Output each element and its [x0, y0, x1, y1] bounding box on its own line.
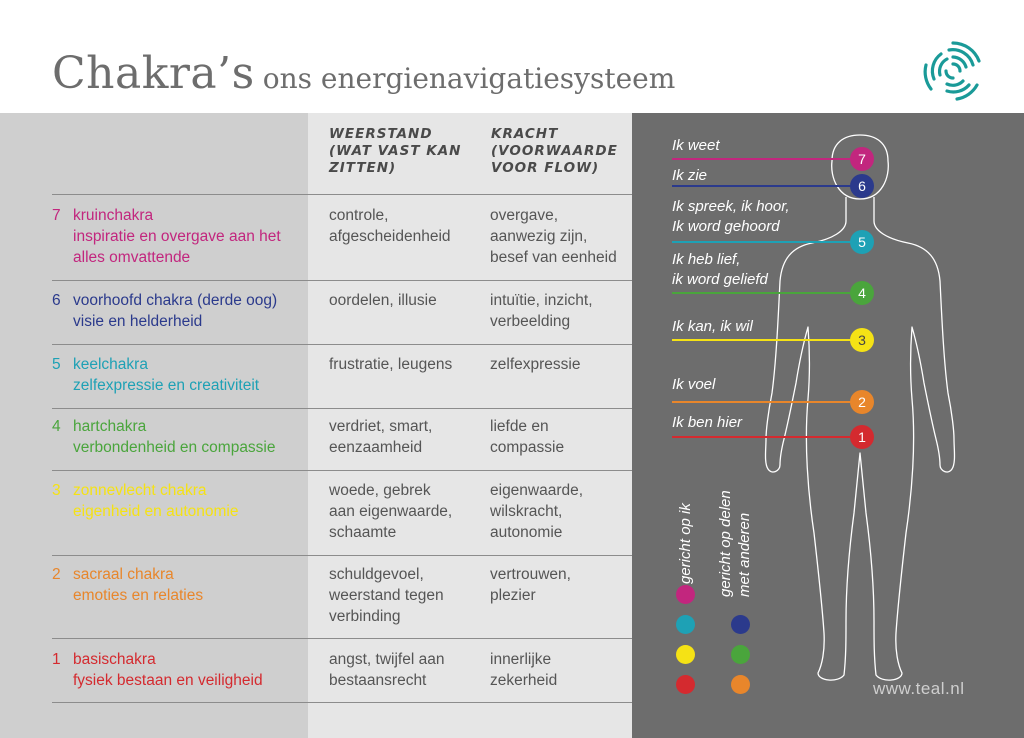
legend-others-label-line: gericht op delen — [717, 490, 734, 597]
kracht-line: zekerheid — [490, 672, 558, 689]
affirmation-line: Ik heb lief, — [672, 251, 741, 268]
kracht-line: compassie — [490, 439, 565, 456]
affirmation-label — [672, 166, 707, 186]
weerstand-line: eenzaamheid — [329, 439, 423, 456]
kracht-line: zelfexpressie — [490, 356, 581, 373]
legend-dot-others — [731, 645, 750, 664]
weerstand-line: bestaansrecht — [329, 672, 427, 689]
chakra-text — [73, 480, 302, 522]
chakra-text — [73, 354, 302, 396]
chakra-description: verbondenheid en compassie — [73, 439, 276, 456]
chakra-marker: 2 — [850, 390, 874, 414]
row-divider — [52, 194, 632, 195]
chakra-text — [73, 416, 302, 458]
header-weerstand-line: WEERSTAND — [329, 126, 433, 142]
affirmation-line: Ik zie — [672, 167, 708, 184]
chakra-line — [672, 185, 862, 187]
chakra-name-cell — [52, 649, 302, 691]
chakra-text — [73, 649, 302, 691]
chakra-marker: 4 — [850, 281, 874, 305]
chakra-name: keelchakra — [73, 356, 148, 373]
header-kracht-line: VOOR FLOW) — [491, 160, 600, 176]
header-kracht-line: (VOORWAARDE — [491, 143, 618, 159]
chakra-line — [672, 241, 862, 243]
legend-dot-self — [676, 675, 695, 694]
affirmation-label — [672, 250, 768, 290]
chakra-name-cell — [52, 564, 302, 606]
kracht-cell — [490, 416, 630, 458]
weerstand-cell — [329, 649, 489, 691]
kracht-line: aanwezig zijn, — [490, 228, 588, 245]
affirmation-line: Ik spreek, ik hoor, — [672, 198, 790, 215]
header-weerstand-line: (WAT VAST KAN — [329, 143, 462, 159]
chakra-description: visie en helderheid — [73, 313, 203, 330]
chakra-number: 4 — [52, 418, 61, 435]
chakra-number: 1 — [52, 651, 61, 668]
weerstand-cell — [329, 564, 489, 627]
chakra-line — [672, 158, 862, 160]
weerstand-line: aan eigenwaarde, — [329, 503, 453, 520]
chakra-marker: 7 — [850, 147, 874, 171]
legend-dot-self — [676, 615, 695, 634]
weerstand-line: frustratie, leugens — [329, 356, 453, 373]
affirmation-label — [672, 136, 720, 156]
affirmation-label — [672, 375, 715, 395]
chakra-number: 6 — [52, 292, 61, 309]
row-divider — [52, 702, 632, 703]
kracht-line: vertrouwen, — [490, 566, 571, 583]
weerstand-cell — [329, 290, 489, 311]
kracht-line: wilskracht, — [490, 503, 563, 520]
kracht-line: intuïtie, inzicht, — [490, 292, 593, 309]
weerstand-line: afgescheidenheid — [329, 228, 451, 245]
legend-dot-self — [676, 645, 695, 664]
chakra-name: kruinchakra — [73, 207, 154, 224]
weerstand-line: oordelen, illusie — [329, 292, 437, 309]
weerstand-line: controle, — [329, 207, 389, 224]
row-divider — [52, 638, 632, 639]
weerstand-line: verdriet, smart, — [329, 418, 433, 435]
kracht-line: plezier — [490, 587, 536, 604]
chakra-marker: 3 — [850, 328, 874, 352]
chakra-line — [672, 436, 862, 438]
chakra-description: fysiek bestaan en veiligheid — [73, 672, 263, 689]
website-url: www.teal.nl — [873, 679, 965, 698]
weerstand-cell — [329, 480, 489, 543]
legend-others-label-line: met anderen — [736, 512, 753, 597]
affirmation-label — [672, 197, 790, 237]
chakra-name-cell — [52, 354, 302, 396]
header-weerstand — [329, 126, 489, 177]
chakra-marker: 5 — [850, 230, 874, 254]
kracht-line: autonomie — [490, 524, 563, 541]
chakra-text — [73, 290, 302, 332]
chakra-name: voorhoofd chakra (derde oog) — [73, 292, 278, 309]
chakra-name: sacraal chakra — [73, 566, 174, 583]
chakra-number: 3 — [52, 482, 61, 499]
title-sub: ons energienavigatiesysteem — [262, 62, 676, 95]
chakra-name: zonnevlecht chakra — [73, 482, 207, 499]
affirmation-label — [672, 413, 742, 433]
weerstand-line: weerstand tegen — [329, 587, 444, 604]
row-divider — [52, 555, 632, 556]
affirmation-line: Ik kan, ik wil — [672, 318, 753, 335]
kracht-cell — [490, 354, 630, 375]
kracht-line: liefde en — [490, 418, 549, 435]
affirmation-label — [672, 317, 753, 337]
weerstand-cell — [329, 354, 489, 375]
kracht-cell — [490, 290, 630, 332]
weerstand-line: verbinding — [329, 608, 401, 625]
teal-logo — [920, 38, 986, 104]
chakra-text — [73, 564, 302, 606]
chakra-line — [672, 339, 862, 341]
row-divider — [52, 408, 632, 409]
kracht-line: verbeelding — [490, 313, 571, 330]
kracht-cell — [490, 649, 630, 691]
legend-dot-others — [731, 615, 750, 634]
chakra-number: 2 — [52, 566, 61, 583]
kracht-cell — [490, 480, 630, 543]
kracht-line: eigenwaarde, — [490, 482, 584, 499]
affirmation-line: Ik word gehoord — [672, 218, 780, 235]
chakra-marker: 1 — [850, 425, 874, 449]
chakra-marker: 6 — [850, 174, 874, 198]
affirmation-line: Ik ben hier — [672, 414, 743, 431]
chakra-name-cell — [52, 290, 302, 332]
chakra-description: zelfexpressie en creativiteit — [73, 377, 260, 394]
chakra-name: basischakra — [73, 651, 156, 668]
chakra-description: emoties en relaties — [73, 587, 204, 604]
weerstand-line: schaamte — [329, 524, 397, 541]
title-main: Chakra’s — [52, 48, 255, 99]
chakra-line — [672, 401, 862, 403]
legend-dot-self — [676, 585, 695, 604]
chakra-name-cell — [52, 480, 302, 522]
header-weerstand-line: ZITTEN) — [329, 160, 397, 176]
header-kracht-line: KRACHT — [491, 126, 559, 142]
chakra-description: alles omvattende — [73, 249, 191, 266]
weerstand-line: schuldgevoel, — [329, 566, 424, 583]
row-divider — [52, 280, 632, 281]
affirmation-line: Ik voel — [672, 376, 716, 393]
header-kracht — [491, 126, 631, 177]
kracht-cell — [490, 205, 630, 268]
chakra-name-cell — [52, 416, 302, 458]
page-title — [52, 48, 675, 99]
chakra-text — [73, 205, 302, 268]
chakra-name-cell — [52, 205, 302, 268]
weerstand-cell — [329, 205, 489, 247]
affirmation-line: ik word geliefd — [672, 271, 768, 288]
legend-self-label: gericht op ik — [677, 503, 694, 584]
kracht-line: besef van eenheid — [490, 249, 617, 266]
kracht-line: innerlijke — [490, 651, 552, 668]
legend-dot-others — [731, 675, 750, 694]
chakra-line — [672, 292, 862, 294]
kracht-cell — [490, 564, 630, 606]
chakra-name: hartchakra — [73, 418, 147, 435]
row-divider — [52, 344, 632, 345]
kracht-line: overgave, — [490, 207, 559, 224]
weerstand-cell — [329, 416, 489, 458]
legend-others-label — [716, 490, 754, 597]
affirmation-line: Ik weet — [672, 137, 720, 154]
row-divider — [52, 470, 632, 471]
chakra-description: inspiratie en overgave aan het — [73, 228, 281, 245]
weerstand-line: angst, twijfel aan — [329, 651, 445, 668]
chakra-description: eigenheid en autonomie — [73, 503, 239, 520]
weerstand-line: woede, gebrek — [329, 482, 431, 499]
chakra-number: 7 — [52, 207, 61, 224]
chakra-number: 5 — [52, 356, 61, 373]
